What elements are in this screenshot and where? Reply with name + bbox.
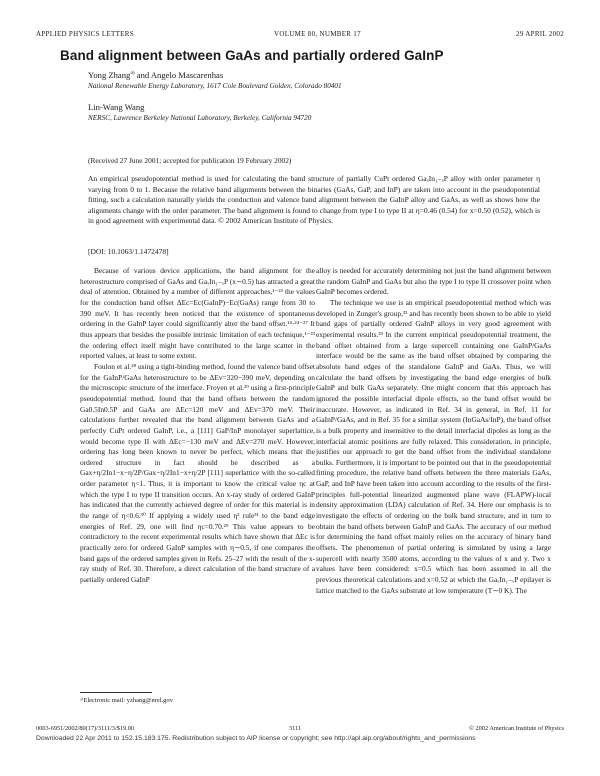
abstract: An empirical pseudopotential method is used for calculating the band structure of partially CuPt ordered GaₓIn₁₋ₓP alloy with order parameter η varying from 0 to 1. Because the relative band alignments between the binaries (GaAs, GaP, and InP) are taken into account in the pseudopotential fitting, such a calculation naturally yields the conduction and valence band alignment between the GaInP alloy and GaAs, as well as shows how the alignments change with the order parameter. The band alignment is found to change from type I to type II at η=0.46 (0.54) for x=0.50 (0.52), which is in good agreement with experimental data. © 2002 American Institute of Physics. bbox=[88, 174, 540, 225]
article-code: 0003-6951/2002/80(17)/3111/3/$19.00 bbox=[36, 725, 135, 732]
affiliation-1: National Renewable Energy Laboratory, 1617 Cole Boulevard Golden, Colorado 80401 bbox=[88, 82, 342, 90]
received-dates: (Received 27 June 2001; accepted for publication 19 February 2002) bbox=[88, 156, 292, 165]
author-footnote-mark: a) bbox=[130, 70, 135, 77]
download-notice: Downloaded 22 Apr 2011 to 152.15.183.175. Redistribution subject to AIP license or copyright; see http://apl.aip.org/about/rights_and_permissions bbox=[36, 735, 476, 742]
right-column bbox=[316, 266, 551, 721]
body-paragraph: Because of various device applications, the band alignment for the heterostructure comprised of GaAs and GaₓIn₁₋ₓP (x∼0.5) has attracted a great deal of attention. Obtained by a number of different approaches,¹⁻²³ the values for the conduction band offset ΔEc=Ec(GaInP)−Ec(GaAs) range from 30 to 390 meV. It has recently been noticed that the existence of spontaneous ordering in the GaInP layer could significantly alter the band offset.¹⁴·²⁴⁻²⁷ It thus appears that besides the possible intrinsic limitation of each technique,¹⁻²³ the ordering effect itself might have contributed to the large scatter in the reported values, at least to some extent. bbox=[80, 266, 315, 361]
copyright: © 2002 American Institute of Physics bbox=[469, 725, 564, 732]
body-paragraph: The technique we use is an empirical pseudopotential method which was developed in Zunger's group,³² and has recently been shown to be able to yield band gaps of partially ordered GaInP alloys in very good agreement with experimental results.³³ In the current empirical pseudopotential treatment, the band offset obtained from a large supercell containing one GaInP/GaAs interface would be the same as the band offset obtained by comparing the absolute band edges of the standalone GaInP and GaAs. Thus, we will calculate the band offsets by investigating the band edge energies of bulk GaInP and bulk GaAs separately. One might concern that this approach has ignored the possible interfacial dipole effects, so the band offset would be inaccurate. However, as indicated in Ref. 34 in general, in Ref. 11 for GaInP/GaAs, and in Ref. 35 for a similar system (InGaAs/InP), the band offset is a bulk property and insensitive to the detail interfacial dipoles as long as the interfacial atomic positions are fully relaxed. This consideration, in principle, justifies our approach to get the band offset from the individual standalone bulks. Furthermore, it is important to be pointed out that in the pseudopotential fitting procedure, the relative band offsets between the three materials GaAs, GaP, and InP have been taken into account according to the results of the first-principles full-potential linearized augmented plane wave (FLAPW)-local density approximation (LDA) calculation of Ref. 34. Here our emphasis is to investigate the effects of ordering on the bulk band structure, and in turn to obtain the band offsets between GaInP and GaAs. The accuracy of our method for determining the band offset mainly relies on the accuracy of binary band offsets. The phenomenon of partial ordering is simulated by using a large supercell with nearly 3500 atoms, according to the values of x and y. Two x values have been considered: x=0.5 which has been assumed in all the previous theoretical calculations and x=0.52 at which the GaₓIn₁₋ₓP epilayer is lattice matched to the GaAs substrate at low temperature (T∼0 K). The bbox=[316, 297, 551, 595]
affiliation-2: NERSC, Lawrence Berkeley National Laboratory, Berkeley, California 94720 bbox=[88, 114, 312, 122]
running-header bbox=[36, 30, 564, 42]
page-number: 3111 bbox=[289, 725, 302, 732]
journal-name: APPLIED PHYSICS LETTERS bbox=[36, 30, 134, 38]
author-line-2: Lin-Wang Wang bbox=[88, 102, 145, 112]
body-paragraph: alloy is needed for accurately determining not just the band alignment between the random GaInP and GaAs but also the type I to type II crossover point when GaInP becomes ordered. bbox=[316, 266, 551, 297]
author-line-1 bbox=[88, 70, 558, 80]
page-footer bbox=[36, 725, 564, 735]
author-name: Yong Zhang bbox=[88, 70, 131, 80]
volume-number: VOLUME 80, NUMBER 17 bbox=[274, 30, 361, 38]
issue-date: 29 APRIL 2002 bbox=[516, 30, 564, 38]
footnote: ᵃ⁾Electronic mail: yzhang@nrel.gov bbox=[80, 697, 173, 704]
article-title: Band alignment between GaAs and partially ordered GaInP bbox=[60, 48, 444, 63]
doi-link[interactable]: [DOI: 10.1063/1.1472478] bbox=[88, 247, 169, 256]
coauthor-names: and Angelo Mascarenhas bbox=[134, 70, 224, 80]
footnote-rule bbox=[80, 692, 152, 693]
left-column bbox=[80, 266, 315, 726]
body-paragraph: Foulon et al.²⁸ using a tight-binding method, found the valence band offset for the GaInP/GaAs heterostructure to be ΔEv=320−390 meV, depending on the microscopic structure of the interface. Froyen et al.²⁹ using a first-principle pseudopotential method, found that the band offsets between the random Ga0.5In0.5P and GaAs are ΔEc=120 meV and ΔEv=370 meV. Their calculations further revealed that the band alignment between GaAs and a perfectly CuPt ordered GaInP, i.e., a [111] GaP/InP monolayer superlattice, would become type II with ΔEc=−130 meV and ΔEv=270 meV. However, ordering has long been known to never be perfect, which means that the ordered structure in fact should be described as a Gax+η/2In1−x−η/2P/Gax−η/2In1−x+η/2P [111] superlattice with the so-called order parameter η<1. Thus, it is important to know the critical value ηc at which the type I to type II transition occurs. An x-ray study of ordered GaInP has indicated that the currently achieved degree of order for this material is in the range of η<0.6.³⁰ If applying a widely used η² rule³¹ to the band edge energies of Ref. 29, one will find ηc=0.70.²⁹ This value appears to be contradictory to the recent experimental results which have shown that ΔEc is practically zero for ordered GaInP samples with η∼0.5, if one compares the band gaps of the ordered samples given in Refs. 25–27 with the result of the x-ray study of Ref. 30. Therefore, a direct calculation of the band structure of a partially ordered GaInP bbox=[80, 361, 315, 585]
